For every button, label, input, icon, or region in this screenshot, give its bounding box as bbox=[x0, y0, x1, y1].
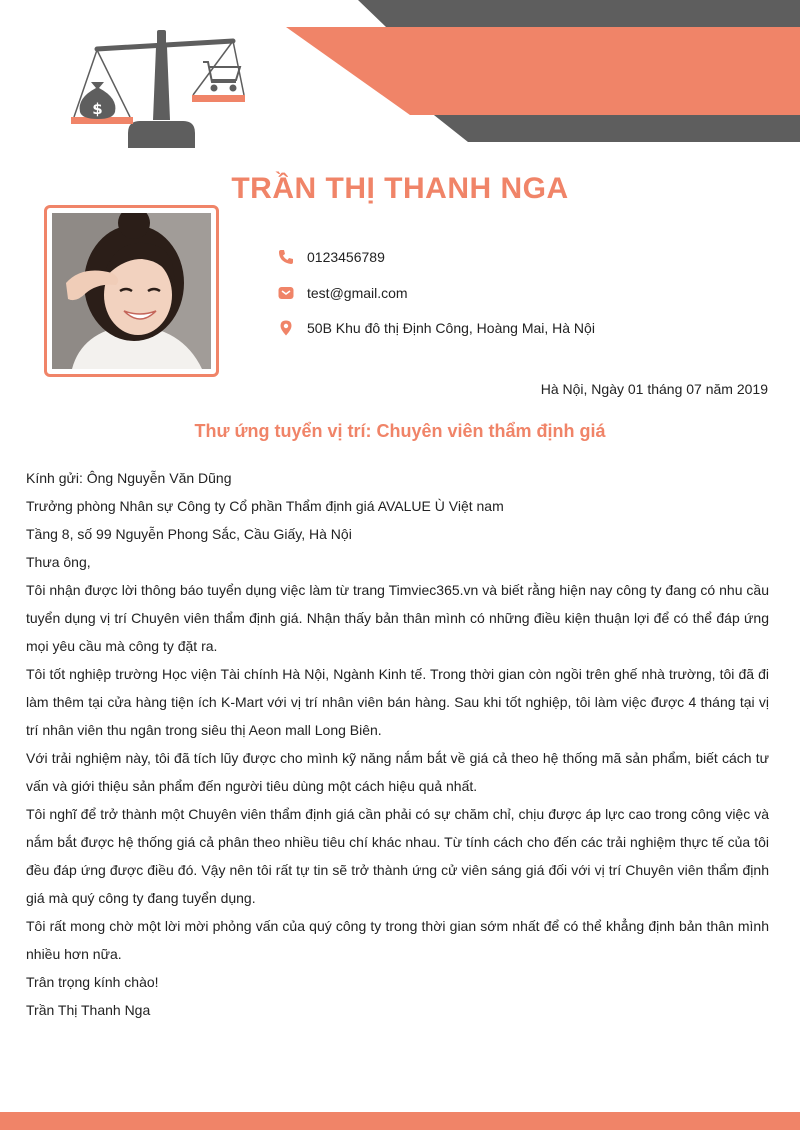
recipient: Kính gửi: Ông Nguyễn Văn Dũng bbox=[26, 470, 232, 486]
contact-phone bbox=[278, 246, 385, 268]
recipient-address: Tầng 8, số 99 Nguyễn Phong Sắc, Cầu Giấy, Hà Nội bbox=[26, 526, 352, 542]
location-pin-icon bbox=[278, 320, 294, 336]
letter-subject: Thư ứng tuyển vị trí: Chuyên viên thẩm định giá bbox=[194, 421, 606, 441]
recipient-title: Trưởng phòng Nhân sự Công ty Cổ phần Thẩm định giá AVALUE Ù Việt nam bbox=[26, 498, 504, 514]
address-text: 50B Khu đô thị Định Công, Hoàng Mai, Hà Nội bbox=[307, 320, 595, 336]
avatar bbox=[52, 213, 211, 369]
header-banner bbox=[0, 0, 800, 150]
svg-text:$: $ bbox=[92, 100, 103, 118]
shopping-cart-icon bbox=[203, 62, 240, 91]
closing: Trân trọng kính chào! bbox=[26, 974, 159, 990]
photo-frame bbox=[44, 205, 219, 377]
signature: Trần Thị Thanh Nga bbox=[26, 1002, 151, 1018]
candidate-name: TRẦN THỊ THANH NGA bbox=[231, 172, 569, 205]
letter-date: Hà Nội, Ngày 01 tháng 07 năm 2019 bbox=[540, 381, 768, 397]
paragraph: Tôi nghĩ để trở thành một Chuyên viên thẩm định giá cần phải có sự chăm chỉ, chịu được áp lực cao trong công việc và nắm bắt được hệ thống giá cả phân theo nhiều tiêu chí khác nhau. Từ tính cách cho đến các trải nghiệm thực tế của tôi đều đáp ứng được điều đó. Vậy nên tôi rất tự tin sẽ trở thành ứng cử viên sáng giá đối với vị trí Chuyên viên thẩm định giá mà quý công ty đang tuyển dụng. bbox=[26, 806, 769, 906]
scale-balance-icon bbox=[71, 30, 245, 148]
paragraph: Tôi tốt nghiệp trường Học viện Tài chính Hà Nội, Ngành Kinh tế. Trong thời gian còn ngồi trên ghế nhà trường, tôi đã đi làm thêm tại cửa hàng tiện ích K-Mart với vị trí nhân viên bán hàng. Sau khi tốt nghiệp, tôi làm việc được 4 tháng tại vị trí nhân viên thu ngân trong siêu thị Aeon mall Long Biên. bbox=[26, 666, 769, 738]
paragraph: Với trải nghiệm này, tôi đã tích lũy được cho mình kỹ năng nắm bắt về giá cả theo hệ thống mã sản phẩm, biết cách tư vấn và giới thiệu sản phẩm đến người tiêu dùng một cách hiệu quả nhất. bbox=[26, 750, 769, 794]
money-bag-icon bbox=[80, 82, 116, 119]
contact-email bbox=[278, 282, 408, 304]
letter-body bbox=[26, 464, 769, 1024]
footer-bar bbox=[0, 1112, 800, 1130]
contact-address bbox=[278, 317, 595, 339]
paragraph: Tôi rất mong chờ một lời mời phỏng vấn của quý công ty trong thời gian sớm nhất để có thể khẳng định bản thân mình nhiều hơn nữa. bbox=[26, 918, 769, 962]
banner-stripe-orange bbox=[286, 27, 800, 115]
phone-icon bbox=[278, 249, 294, 265]
greeting: Thưa ông, bbox=[26, 554, 91, 570]
email-icon bbox=[278, 285, 294, 301]
paragraph: Tôi nhận được lời thông báo tuyển dụng việc làm từ trang Timviec365.vn và biết rằng hiện nay công ty đang có nhu cầu tuyển dụng vị trí Chuyên viên thẩm định giá. Nhận thấy bản thân mình có những điều kiện thuận lợi để có thể đáp ứng mọi yêu cầu mà công ty đặt ra. bbox=[26, 582, 769, 654]
email-text: test@gmail.com bbox=[307, 285, 408, 301]
phone-text: 0123456789 bbox=[307, 249, 385, 265]
